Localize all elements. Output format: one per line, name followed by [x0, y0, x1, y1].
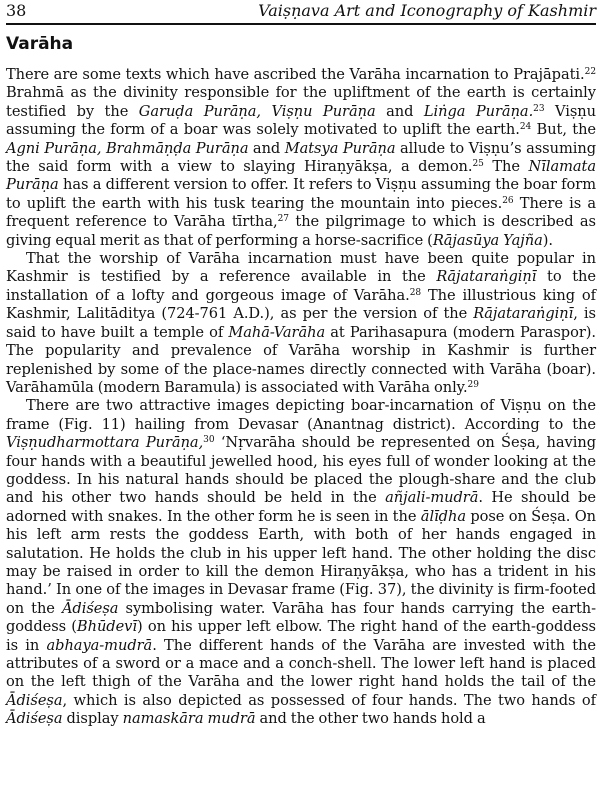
footnote-ref: 30 [203, 435, 215, 446]
footnote-ref: 28 [409, 287, 422, 298]
italic-term: Ādiśeṣa [6, 710, 63, 728]
page-number: 38 [6, 1, 27, 20]
footnote-ref: 29 [467, 379, 479, 390]
text-run: has a different version to offer. It refers to Viṣṇu assuming the boar form to uplift the earth with his tusk tearing the mountain into pieces. [6, 176, 596, 212]
italic-term: Viṣṇudharmottara Purāṇa, [6, 434, 204, 452]
text-run: Brahmā as the divinity responsible for the upliftment of the earth is certainly testified by the [6, 84, 596, 120]
text-run: symbolising water. Varāha has four hands carrying the earth-goddess ( [6, 599, 596, 636]
text-run: ) on his upper left elbow. The right hand of the earth-goddess is in [6, 618, 596, 654]
text-run: There are two attractive images depicting boar-incarnation of Viṣṇu on the frame (Fig. 11) hailing from Devasar (Anantnag district). According to the [6, 397, 596, 433]
text-run: at Parihasapura (modern Paraspor). The popularity and prevalence of Varāha worship in Kashmir is further replenished by some of the place-names directly connected with Varāha (boar). Varāhamūla (modern Baramula) is associated with Varāha only. [6, 323, 596, 396]
text-run: The illustrious king of Kashmir, Lalitāditya (724-761 A.D.), as per the version of the [6, 286, 596, 323]
text-run: ). [542, 231, 553, 249]
paragraph-2 [6, 250, 596, 397]
text-run: There are some texts which have ascribed the Varāha incarnation to Prajāpati. [6, 66, 585, 83]
italic-term: Liṅga Purāṇa. [423, 102, 534, 120]
paragraph-3 [6, 397, 596, 728]
italic-term: Bhūdevī [76, 618, 137, 636]
footnote-ref: 24 [519, 122, 532, 133]
footnote-ref: 25 [472, 159, 484, 170]
text-run: the pilgrimage to which is described as giving equal merit as that of performing a horse-sacrifice ( [6, 213, 596, 249]
text-run: The [483, 158, 529, 176]
body-text [6, 66, 596, 729]
text-run: , which is also depicted as possessed of four hands. The two hands of [62, 691, 596, 709]
paragraph-1 [6, 66, 596, 250]
running-header [6, 1, 596, 25]
text-run: to the installation of a lofty and gorgeous image of Varāha. [6, 268, 596, 304]
italic-term: Agni Purāṇa, Brahmāṇḍa Purāṇa [6, 139, 249, 157]
italic-term: ālīḍha [420, 507, 466, 525]
text-run: Viṣṇu assuming the form of a boar was solely motivated to uplift the earth. [6, 102, 596, 139]
text-run: and [248, 139, 285, 157]
text-run: But, the [531, 121, 597, 139]
text-run: That the worship of Varāha incarnation must have been quite popular in Kashmir is testified by a reference available in the [6, 250, 596, 286]
italic-term: Rājataraṅgiṇī [436, 268, 537, 286]
text-run: and [375, 102, 424, 120]
italic-term: Rājataraṅgiṇī [473, 305, 574, 323]
italic-term: añjali-mudrā [385, 489, 479, 507]
text-run: ‘Nṛvarāha should be represented on Śeṣa, having four hands with a beautiful jewelled hood, his eyes full of wonder looking at the goddess. In his natural hands should be placed the plough-share and the club and his other two hands should be held in the [6, 434, 596, 507]
italic-term: Garuḍa Purāṇa, Viṣṇu Purāṇa [138, 102, 376, 120]
italic-term: abhaya-mudrā [46, 636, 153, 654]
footnote-ref: 22 [584, 67, 596, 77]
running-title: Vaiṣṇava Art and Iconography of Kashmir [258, 1, 596, 20]
text-run: There is a frequent reference to Varāha tīrtha, [6, 194, 596, 231]
italic-term: Nīlamata Purāṇa [6, 158, 596, 194]
text-run: . The different hands of the Varāha are invested with the attributes of a sword or a mace and a conch-shell. The lower left hand is placed on the left thigh of the Varāha and the lower right hand holds the tail of the [6, 636, 596, 691]
italic-term: Rājasūya Yajña [432, 231, 543, 249]
italic-term: Matsya Purāṇa [284, 139, 396, 157]
section-heading: Varāha [6, 34, 74, 54]
text-run: and the other two hands hold a [255, 710, 486, 728]
text-run: . He should be adorned with snakes. In the other form he is seen in the [6, 489, 597, 525]
footnote-ref: 23 [533, 103, 545, 114]
text-run: , is said to have built a temple of [6, 305, 596, 341]
footnote-ref: 27 [277, 214, 289, 225]
italic-term: Ādiśeṣa [61, 599, 119, 617]
text-run: allude to Viṣṇu’s assuming the said form with a view to slaying Hiraṇyākṣa, a demon. [6, 139, 596, 176]
italic-term: Ādiśeṣa [6, 691, 63, 709]
italic-term: Mahā-Varāha [228, 323, 326, 341]
italic-term: namaskāra mudrā [122, 710, 256, 728]
text-run: display [62, 710, 123, 728]
footnote-ref: 26 [502, 195, 514, 206]
text-run: pose on Śeṣa. On his left arm rests the goddess Earth, with both of her hands engaged in salutation. He holds the club in his upper left hand. The other holding the disc may be raised in order to kill the demon Hiraṇyākṣa, who has a trident in his hand.’ In one of the images in Devasar frame (Fig. 37), the divinity is firm-footed on the [6, 507, 596, 617]
